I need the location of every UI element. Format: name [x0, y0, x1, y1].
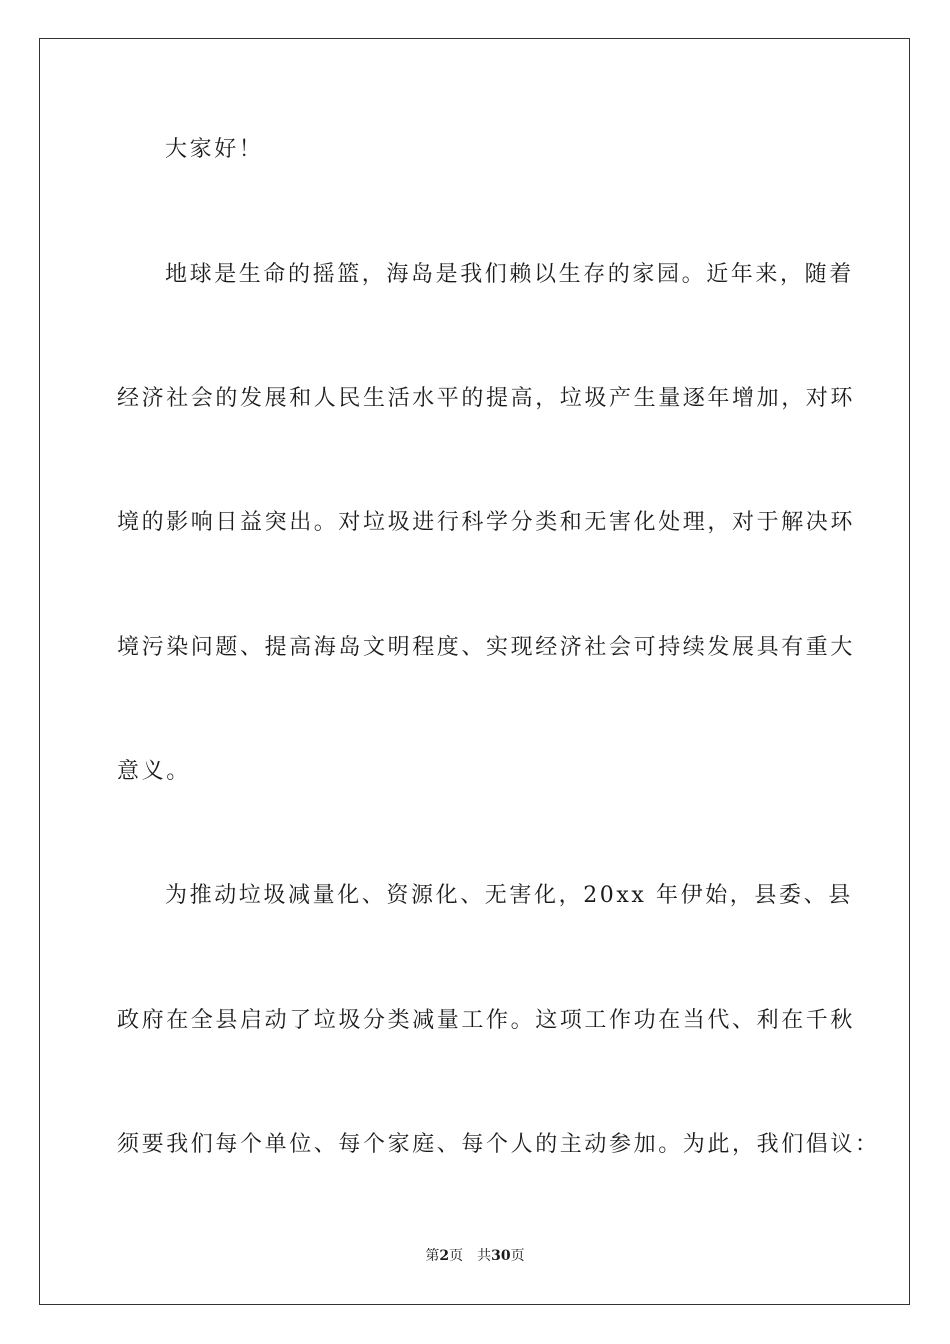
total-prefix: 共: [477, 1248, 492, 1264]
paragraph-1-line-5: 意义。: [117, 759, 191, 784]
paragraph-2-line-2: 政府在全县启动了垃圾分类减量工作。这项工作功在当代、利在千秋: [117, 1008, 856, 1033]
paragraph-1-line-1: 地球是生命的摇篮，海岛是我们赖以生存的家园。近年来，随着: [165, 262, 854, 287]
paragraph-1-line-2: 经济社会的发展和人民生活水平的提高，垃圾产生量逐年增加，对环: [117, 386, 856, 411]
page-unit: 页: [449, 1248, 464, 1264]
page-number-footer: [0, 1247, 950, 1265]
paragraph-2-line-3: 须要我们每个单位、每个家庭、每个人的主动参加。为此，我们倡议：: [117, 1132, 880, 1157]
current-page-number: 2: [439, 1248, 450, 1264]
greeting-line: 大家好！: [165, 137, 264, 162]
total-pages-number: 30: [491, 1248, 511, 1264]
page-prefix: 第: [425, 1248, 440, 1264]
paragraph-1-line-3: 境的影响日益突出。对垃圾进行科学分类和无害化处理，对于解决环: [117, 510, 856, 535]
paragraph-2-line-1: 为推动垃圾减量化、资源化、无害化，20xx 年伊始，县委、县: [165, 883, 853, 908]
total-unit: 页: [510, 1248, 525, 1264]
page-border: [39, 38, 910, 1305]
paragraph-1-line-4: 境污染问题、提高海岛文明程度、实现经济社会可持续发展具有重大: [117, 635, 856, 660]
